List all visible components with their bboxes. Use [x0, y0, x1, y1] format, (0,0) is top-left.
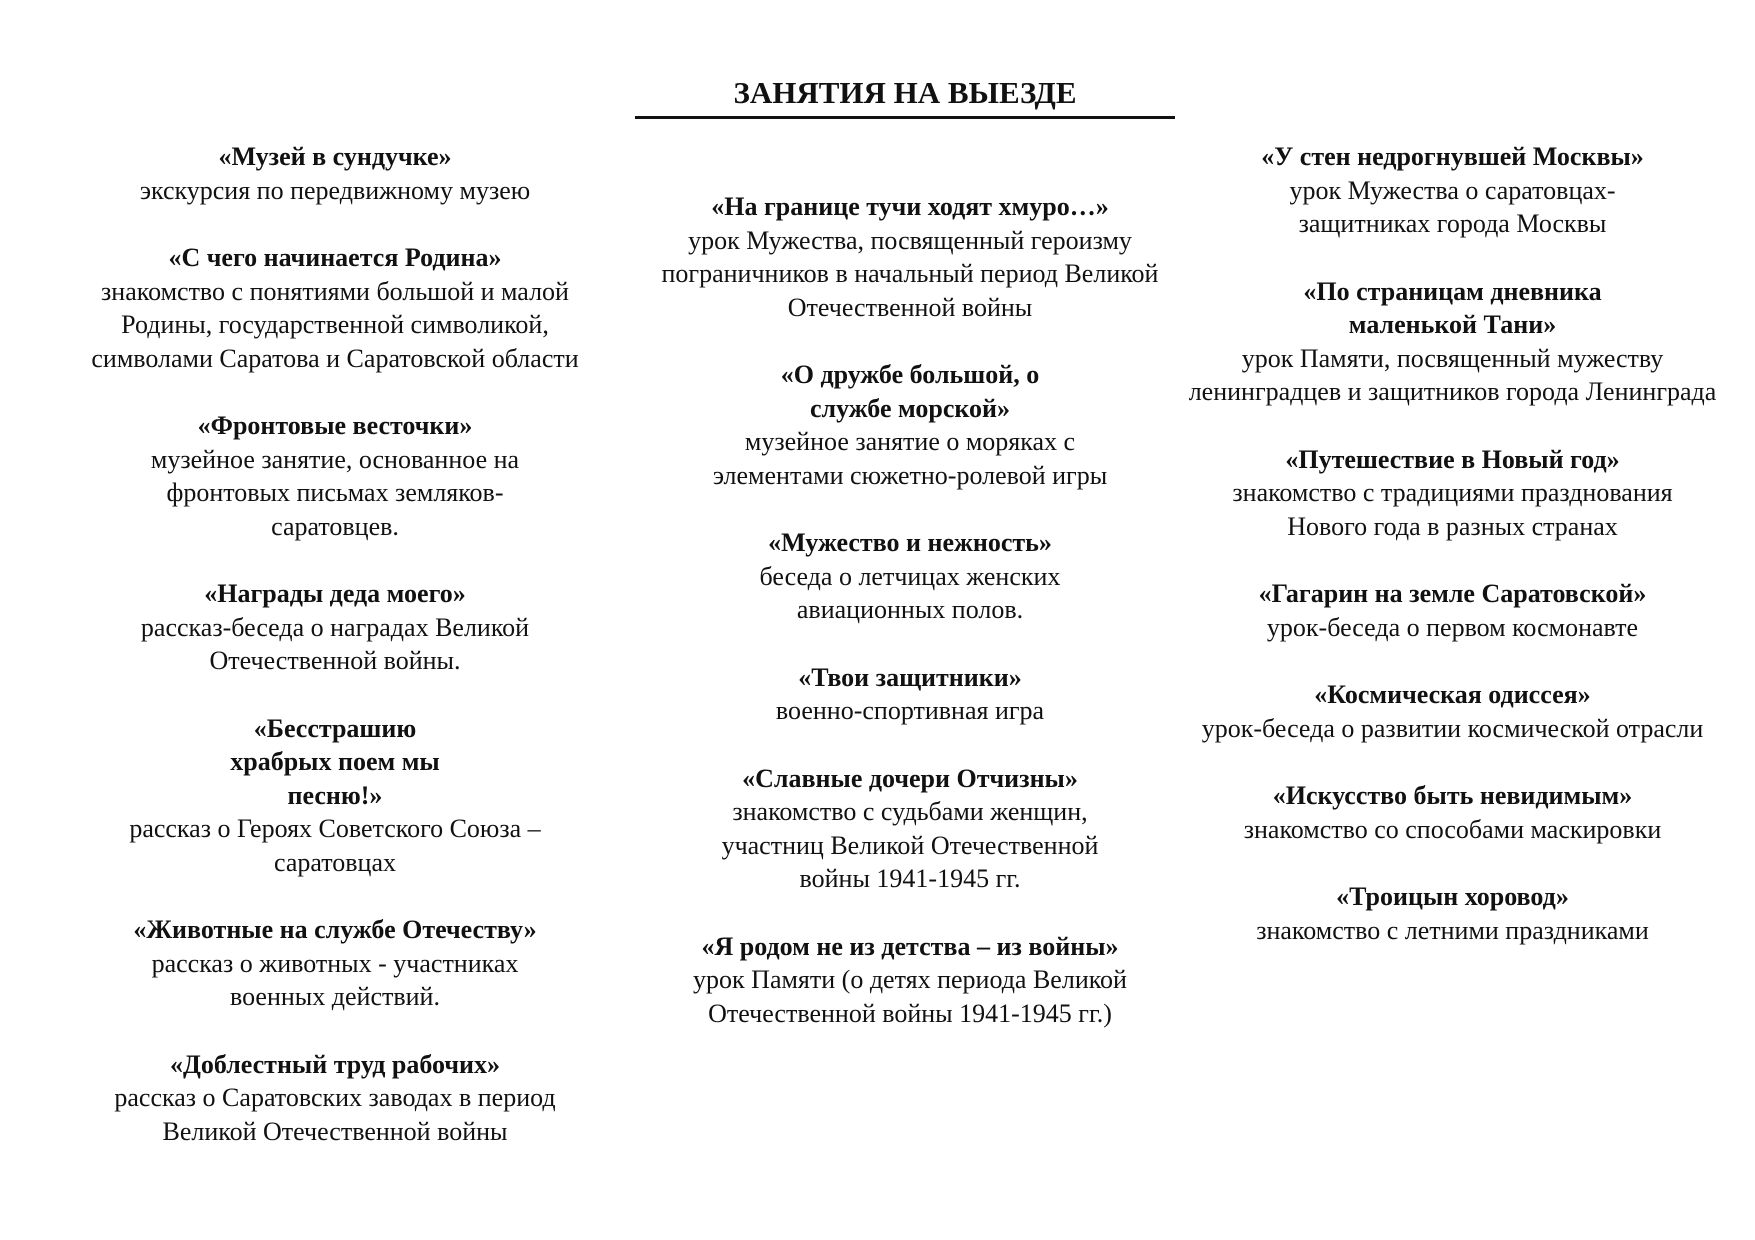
program-entry [1180, 880, 1725, 947]
program-description: рассказ о Саратовских заводах в период Великой Отечественной войны [114, 1083, 556, 1146]
program-description: урок Памяти, посвященный мужеству ленинградцев и защитников города Ленинграда [1188, 343, 1717, 406]
program-entry [50, 712, 620, 880]
program-title: «Космическая одиссея» [1314, 680, 1591, 709]
program-title: «О дружбе большой, о службе морской» [780, 360, 1040, 423]
program-description: урок-беседа о развитии космической отрасли [1201, 713, 1704, 743]
program-title: «Музей в сундучке» [218, 142, 452, 171]
program-entry [1180, 443, 1725, 544]
program-title: «По страницам дневника маленькой Тани» [1303, 276, 1602, 339]
right-column [1180, 140, 1725, 981]
program-description: беседа о летчицах женских авиационных полов. [759, 561, 1061, 624]
program-entry [640, 190, 1180, 324]
program-title: «Я родом не из детства – из войны» [701, 931, 1119, 961]
program-title: «На границе тучи ходят хмуро…» [711, 192, 1109, 221]
center-column [640, 190, 1180, 1064]
program-title: «Бесстрашию храбрых поем мы песню!» [230, 713, 440, 810]
program-title: «С чего начинается Родина» [168, 243, 502, 272]
program-entry [50, 409, 620, 543]
program-title: «Гагарин на земле Саратовской» [1258, 579, 1647, 608]
program-description: знакомство с летними праздниками [1256, 915, 1649, 945]
program-title: «Животные на службе Отечеству» [133, 915, 537, 944]
program-entry [50, 913, 620, 1014]
program-title: «Славные дочери Отчизны» [742, 763, 1078, 793]
program-entry [50, 577, 620, 678]
program-entry [640, 762, 1180, 896]
program-description: знакомство со способами маскировки [1243, 814, 1662, 844]
program-description: музейное занятие, основанное на фронтовых письмах земляков-саратовцев. [150, 444, 520, 541]
program-entry [1180, 779, 1725, 846]
program-description: военно-спортивная игра [775, 696, 1045, 725]
program-description: знакомство с судьбами женщин, участниц Великой Отечественной войны 1941-1945 гг. [721, 797, 1099, 893]
program-entry [640, 358, 1180, 492]
program-description: рассказ-беседа о наградах Великой Отечественной войны. [140, 612, 530, 675]
program-title: «Доблестный труд рабочих» [169, 1049, 501, 1079]
program-entry [1180, 577, 1725, 644]
program-entry [50, 241, 620, 375]
program-description: музейное занятие о моряках с элементами сюжетно-ролевой игры [712, 427, 1108, 490]
program-title: «У стен недрогнувшей Москвы» [1261, 142, 1644, 171]
program-description: знакомство с понятиями большой и малой Родины, государственной символикой, символами Саратова и Саратовской области [91, 276, 579, 373]
program-entry [1180, 678, 1725, 745]
program-entry [640, 661, 1180, 728]
program-entry [1180, 275, 1725, 409]
program-description: урок Памяти (о детях периода Великой Отечественной войны 1941-1945 гг.) [693, 965, 1127, 1028]
left-column [50, 140, 620, 1182]
program-title: «Награды деда моего» [204, 579, 466, 608]
program-entry [50, 140, 620, 207]
program-title: «Мужество и нежность» [768, 528, 1052, 557]
page-title: ЗАНЯТИЯ НА ВЫЕЗДЕ [733, 75, 1077, 110]
title-underline [635, 116, 1175, 119]
program-entry [1180, 140, 1725, 241]
program-entry [640, 526, 1180, 627]
program-entry [50, 1048, 620, 1149]
program-description: урок Мужества о саратовцах-защитниках города Москвы [1289, 175, 1616, 238]
program-entry [640, 930, 1180, 1031]
program-description: знакомство с традициями празднования Нового года в разных странах [1232, 478, 1673, 541]
program-title: «Твои защитники» [798, 662, 1022, 692]
program-title: «Троицын хоровод» [1336, 882, 1569, 911]
program-description: урок Мужества, посвященный героизму пограничников в начальный период Великой Отечественной войны [661, 225, 1159, 322]
program-description: рассказ о Героях Советского Союза – саратовцах [129, 814, 541, 877]
program-title: «Фронтовые весточки» [197, 411, 473, 440]
program-description: урок-беседа о первом космонавте [1266, 612, 1639, 642]
program-title: «Путешествие в Новый год» [1285, 444, 1620, 474]
program-description: рассказ о животных - участниках военных действий. [151, 948, 519, 1011]
program-description: экскурсия по передвижному музею [139, 175, 531, 205]
program-title: «Искусство быть невидимым» [1272, 781, 1633, 810]
